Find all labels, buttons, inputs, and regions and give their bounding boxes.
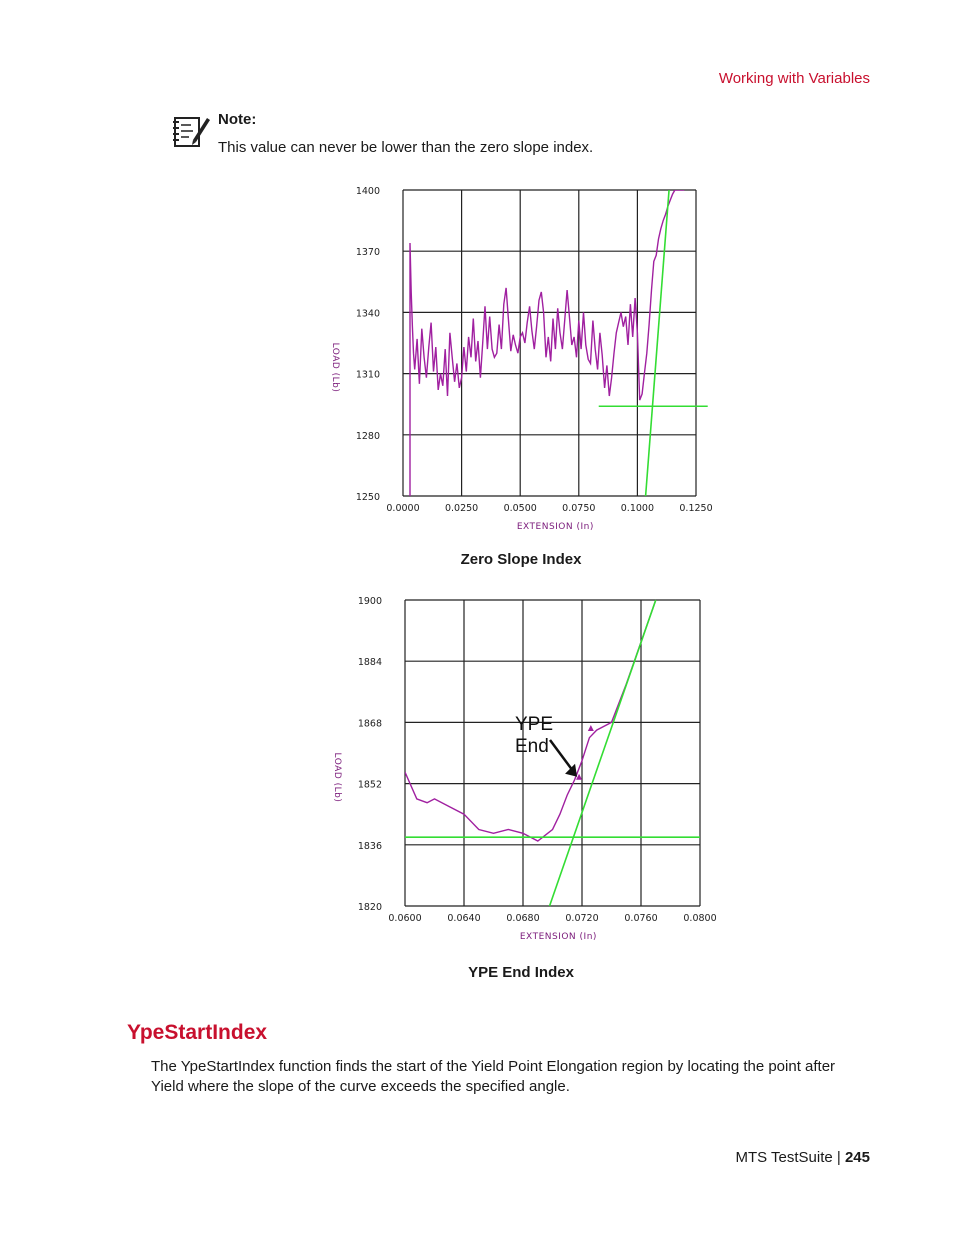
annotation-ype-label: YPE [515, 714, 554, 735]
annotation-end-label: End [515, 736, 549, 757]
x-axis-label: EXTENSION (In) [516, 522, 594, 532]
y-tick-label: 1400 [355, 186, 380, 197]
note-title: Note: [218, 111, 257, 128]
x-tick-label: 0.0680 [506, 913, 540, 924]
x-tick-label: 0.1000 [620, 503, 655, 514]
annotation-arrow-head [565, 764, 577, 777]
x-tick-label: 0.0640 [447, 913, 481, 924]
page-footer [735, 1149, 870, 1166]
x-tick-label: 0.0800 [683, 913, 717, 924]
page-number: 245 [844, 1149, 870, 1166]
x-tick-label: 0.0250 [444, 503, 479, 514]
y-tick-label: 1250 [355, 492, 380, 503]
y-tick-label: 1900 [357, 596, 382, 607]
x-tick-label: 0.0760 [624, 913, 658, 924]
curve-marker [588, 725, 594, 731]
y-tick-label: 1884 [357, 657, 382, 669]
ype-end-index-chart [310, 590, 720, 950]
plot-area [410, 190, 684, 496]
load-extension-curve [410, 190, 684, 496]
x-tick-label: 0.0720 [565, 913, 599, 924]
y-tick-label: 1868 [357, 718, 382, 730]
x-tick-label: 0.0000 [386, 503, 420, 514]
x-axis-label: EXTENSION (In) [519, 932, 597, 942]
footer-product: MTS TestSuite | [735, 1149, 845, 1166]
note-pad-pencil-icon [171, 112, 211, 152]
x-tick-label: 0.0600 [388, 913, 422, 924]
y-tick-label: 1820 [357, 902, 382, 913]
y-tick-label: 1852 [357, 779, 382, 791]
y-tick-label: 1370 [355, 247, 380, 259]
zero-slope-index-chart [310, 180, 720, 540]
x-tick-label: 0.1250 [679, 503, 713, 514]
y-axis-label: LOAD (Lb) [330, 342, 340, 393]
y-tick-label: 1310 [355, 369, 380, 381]
x-tick-label: 0.0500 [503, 503, 537, 514]
figure-caption-ype-end: YPE End Index [468, 964, 574, 981]
y-tick-label: 1280 [355, 430, 380, 442]
running-header: Working with Variables [718, 70, 870, 87]
figure-caption-zero-slope: Zero Slope Index [460, 551, 582, 568]
y-tick-label: 1836 [357, 840, 382, 852]
x-tick-label: 0.0750 [562, 503, 596, 514]
y-tick-label: 1340 [355, 308, 380, 320]
y-axis-label: LOAD (Lb) [332, 752, 342, 803]
fit-line [550, 600, 656, 906]
body-paragraph: The YpeStartIndex function finds the start of the Yield Point Elongation region by locating the point after Yield where the slope of the curve exceeds the specified angle. [151, 1058, 836, 1095]
fit-line [646, 190, 669, 496]
note-text: This value can never be lower than the zero slope index. [218, 139, 594, 156]
section-heading: YpeStartIndex [127, 1021, 268, 1044]
